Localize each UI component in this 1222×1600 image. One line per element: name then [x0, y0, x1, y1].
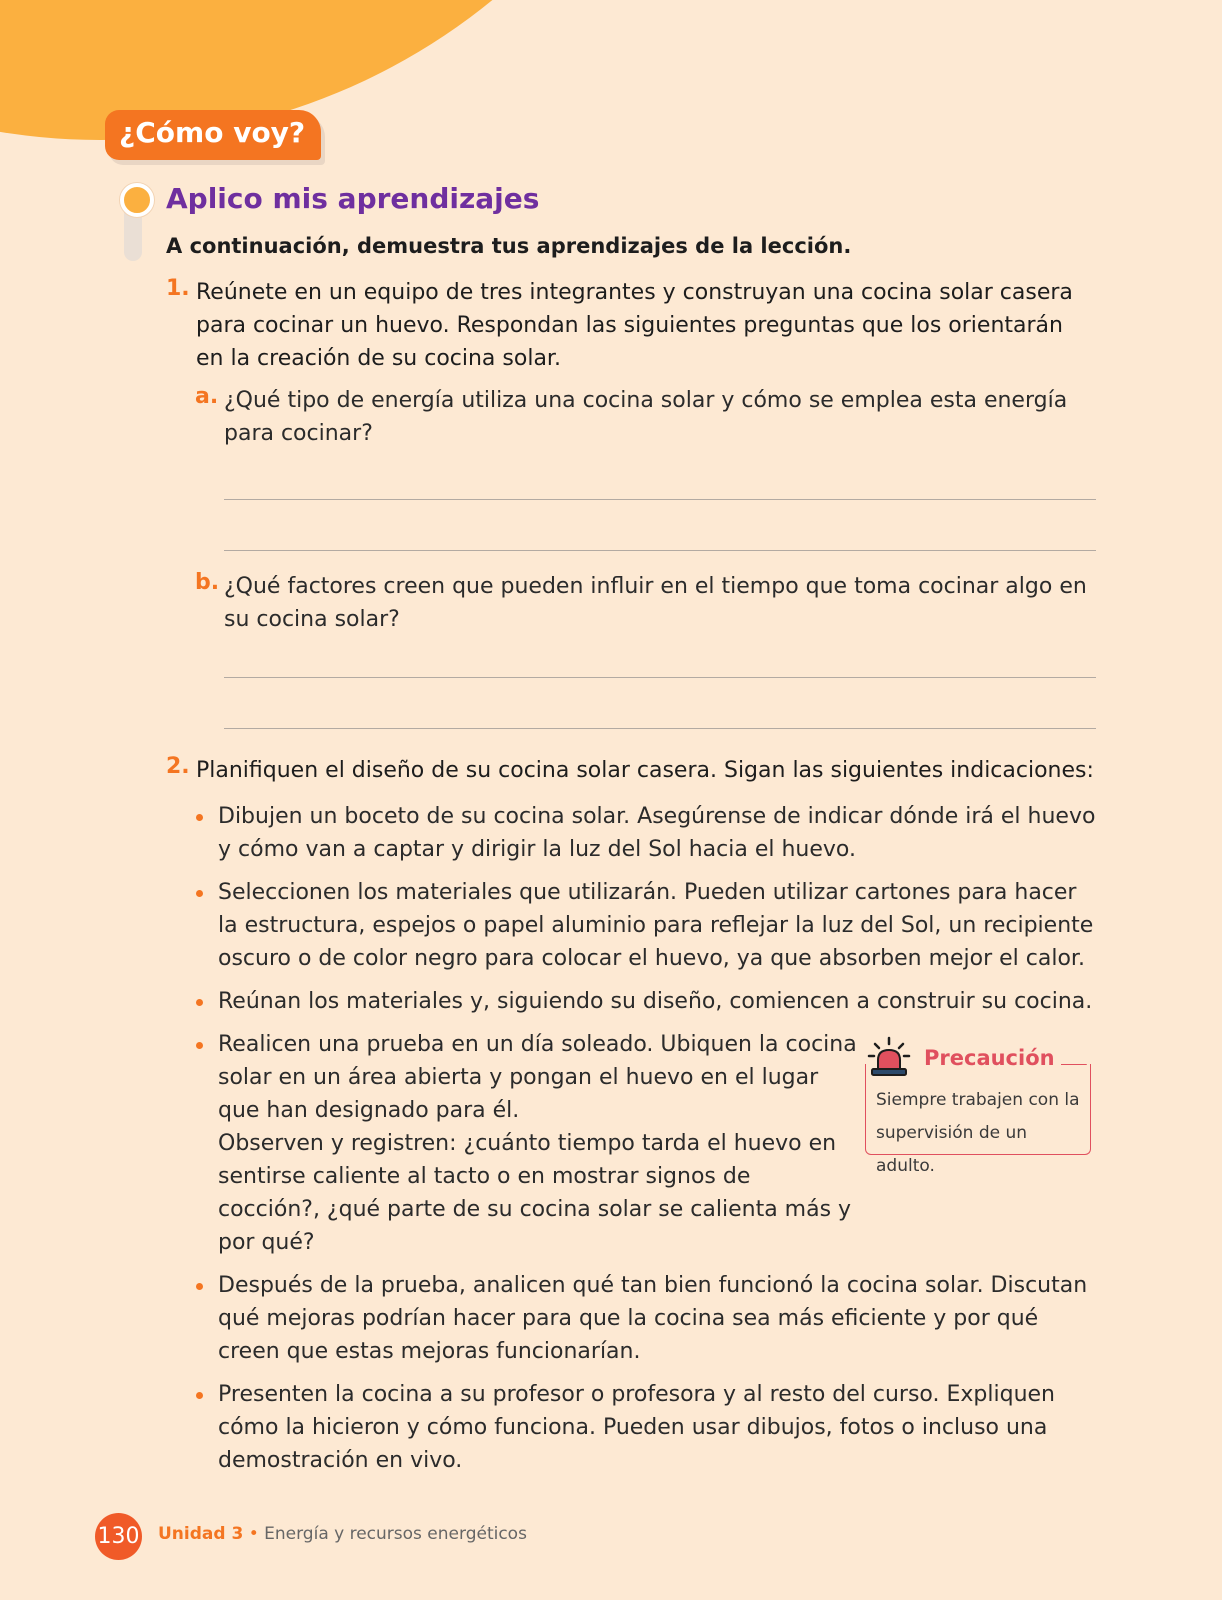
subquestion-text: ¿Qué tipo de energía utiliza una cocina solar y cómo se emplea esta energía para cocinar? [224, 388, 1068, 446]
list-item: Dibujen un boceto de su cocina solar. Asegúrense de indicar dónde irá el huevo y cómo van a captar y dirigir la luz del Sol hacia el huevo. [195, 800, 1100, 866]
step-dot-icon [120, 183, 154, 217]
footer-unit: Unidad 3 [158, 1524, 244, 1544]
caution-text: Siempre trabajen con la supervisión de un adulto. [876, 1090, 1080, 1176]
bullet-icon [196, 999, 203, 1006]
bullet-icon [196, 1283, 203, 1290]
question-number: 1. [166, 276, 190, 301]
list-item: Presenten la cocina a su profesor o profesora y al resto del curso. Expliquen cómo la hicieron y cómo funciona. Pueden usar dibujos, fotos o incluso una demostración en vivo. [195, 1378, 1100, 1477]
list-item: Reúnan los materiales y, siguiendo su diseño, comiencen a construir su cocina. [195, 985, 1100, 1018]
question-number: 2. [166, 754, 190, 779]
question-1 [166, 276, 1096, 375]
list-item: Realicen una prueba en un día soleado. Ubiquen la cocina solar en un área abierta y pongan el huevo en el lugar que han designado para él. Observen y registren: ¿cuánto tiempo tarda el huevo en sentirse caliente al tacto o en mostrar signos de cocción?, ¿qué parte de su cocina solar se calienta más y por qué? [195, 1028, 1100, 1259]
siren-icon [866, 1036, 912, 1078]
list-item: Seleccionen los materiales que utilizarán. Pueden utilizar cartones para hacer la estructura, espejos o papel aluminio para reflejar la luz del Sol, un recipiente oscuro o de color negro para colocar el huevo, ya que absorben mejor el calor. [195, 876, 1100, 975]
subquestion-letter: a. [195, 384, 219, 409]
section-badge: ¿Cómo voy? [105, 110, 321, 160]
footer-separator: • [248, 1524, 259, 1544]
intro-text: A continuación, demuestra tus aprendizajes de la lección. [166, 234, 852, 258]
question-text: Planifiquen el diseño de su cocina solar casera. Sigan las siguientes indicaciones: [196, 758, 1094, 783]
section-title: Aplico mis aprendizajes [166, 182, 540, 215]
subquestion-text: ¿Qué factores creen que pueden influir en el tiempo que toma cocinar algo en su cocina solar? [224, 574, 1087, 632]
list-item: Después de la prueba, analicen qué tan bien funcionó la cocina solar. Discutan qué mejoras podrían hacer para que la cocina sea más eficiente y por qué creen que estas mejoras funcionarían. [195, 1269, 1100, 1368]
caution-title: Precaución [918, 1046, 1061, 1070]
subquestion-letter: b. [195, 570, 220, 595]
answer-line-1b-1[interactable] [224, 677, 1096, 678]
answer-line-1b-2[interactable] [224, 728, 1096, 729]
answer-line-1a-1[interactable] [224, 499, 1096, 500]
footer-unit-title: Energía y recursos energéticos [264, 1524, 527, 1544]
bullet-icon [196, 890, 203, 897]
page-number: 130 [95, 1513, 142, 1560]
question-1b [195, 570, 1095, 636]
question-2 [166, 754, 1096, 787]
bullet-icon [196, 814, 203, 821]
footer [158, 1524, 527, 1544]
answer-line-1a-2[interactable] [224, 550, 1096, 551]
bullet-icon [196, 1392, 203, 1399]
bullet-icon [196, 1042, 203, 1049]
question-text: Reúnete en un equipo de tres integrantes y construyan una cocina solar casera para cocinar un huevo. Respondan las siguientes preguntas que los orientarán en la creación de su cocina solar. [196, 280, 1073, 371]
question-1a [195, 384, 1095, 450]
